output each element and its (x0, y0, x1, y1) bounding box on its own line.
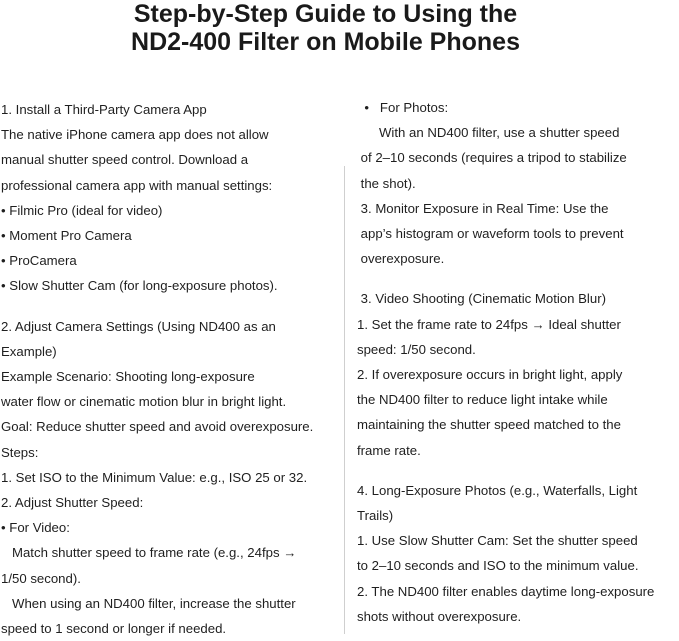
section-heading: 1. Install a Third-Party Camera App (1, 102, 207, 117)
title-line-1: Step-by-Step Guide to Using the (133, 0, 518, 28)
camera-settings-section (1, 314, 341, 641)
long-exposure-section (357, 478, 679, 629)
list-item: • Filmic Pro (ideal for video) (1, 202, 163, 218)
paragraph-line: When using an ND400 filter, increase the shutter (1, 595, 296, 611)
list-item: • Moment Pro Camera (1, 228, 132, 244)
left-column (1, 97, 341, 641)
video-shooting-section (357, 286, 679, 462)
paragraph-line: the shot). (357, 175, 416, 191)
list-item: 2. Adjust Shutter Speed: (1, 495, 144, 511)
install-app-section (1, 97, 341, 299)
paragraph-line: Example Scenario: Shooting long-exposure (1, 369, 255, 385)
paragraph-line: shots without overexposure. (357, 608, 522, 624)
paragraph-line: speed: 1/50 second. (357, 341, 476, 357)
list-item: 1. Use Slow Shutter Cam: Set the shutter speed (357, 533, 638, 549)
paragraph-line: overexposure. (357, 251, 445, 267)
paragraph-line: water flow or cinematic motion blur in bright light. (1, 394, 287, 410)
paragraph-line: 3. Monitor Exposure in Real Time: Use the (357, 200, 609, 216)
list-item: • For Video: (1, 520, 70, 536)
paragraph-line: maintaining the shutter speed matched to the (357, 417, 621, 433)
paragraph-line: Match shutter speed to frame rate (e.g., 24fps → (1, 545, 297, 561)
list-item: 1. Set ISO to the Minimum Value: e.g., ISO 25 or 32. (1, 469, 308, 485)
list-item: 2. The ND400 filter enables daytime long-exposure (357, 583, 655, 599)
paragraph-line: Steps: (1, 444, 39, 460)
section-heading: 4. Long-Exposure Photos (e.g., Waterfalls, Light (357, 482, 638, 498)
section-heading: Trails) (357, 508, 394, 524)
paragraph-line: app’s histogram or waveform tools to prevent (357, 226, 624, 242)
title-line-2: ND2-400 Filter on Mobile Phones (131, 28, 520, 56)
paragraph-line: of 2–10 seconds (requires a tripod to stabilize (357, 150, 627, 166)
paragraph-line: 1/50 second). (1, 570, 81, 586)
section-heading: Example) (1, 343, 57, 359)
paragraph-line: speed to 1 second or longer if needed. (1, 621, 227, 637)
paragraph-line: Goal: Reduce shutter speed and avoid overexposure. (1, 419, 314, 435)
paragraph-line: professional camera app with manual settings: (1, 177, 273, 193)
column-divider (344, 166, 345, 634)
paragraph-line: the ND400 filter to reduce light intake while (357, 392, 608, 408)
right-column (357, 95, 679, 629)
section-heading: 3. Video Shooting (Cinematic Motion Blur) (357, 291, 606, 307)
paragraph-line: With an ND400 filter, use a shutter speed (357, 125, 620, 141)
list-item: • For Photos: (357, 100, 449, 115)
list-item: 1. Set the frame rate to 24fps → Ideal shutter (357, 316, 621, 332)
list-item: • Slow Shutter Cam (for long-exposure photos). (1, 278, 278, 294)
page-title (0, 0, 651, 56)
section-heading: 2. Adjust Camera Settings (Using ND400 as an (1, 318, 276, 334)
list-item: 2. If overexposure occurs in bright light, apply (357, 367, 623, 383)
paragraph-line: The native iPhone camera app does not allow (1, 127, 269, 143)
paragraph-line: frame rate. (357, 442, 421, 458)
paragraph-line: manual shutter speed control. Download a (1, 152, 249, 168)
photos-section (357, 95, 679, 271)
list-item: • ProCamera (1, 253, 77, 269)
paragraph-line: to 2–10 seconds and ISO to the minimum value. (357, 558, 639, 574)
